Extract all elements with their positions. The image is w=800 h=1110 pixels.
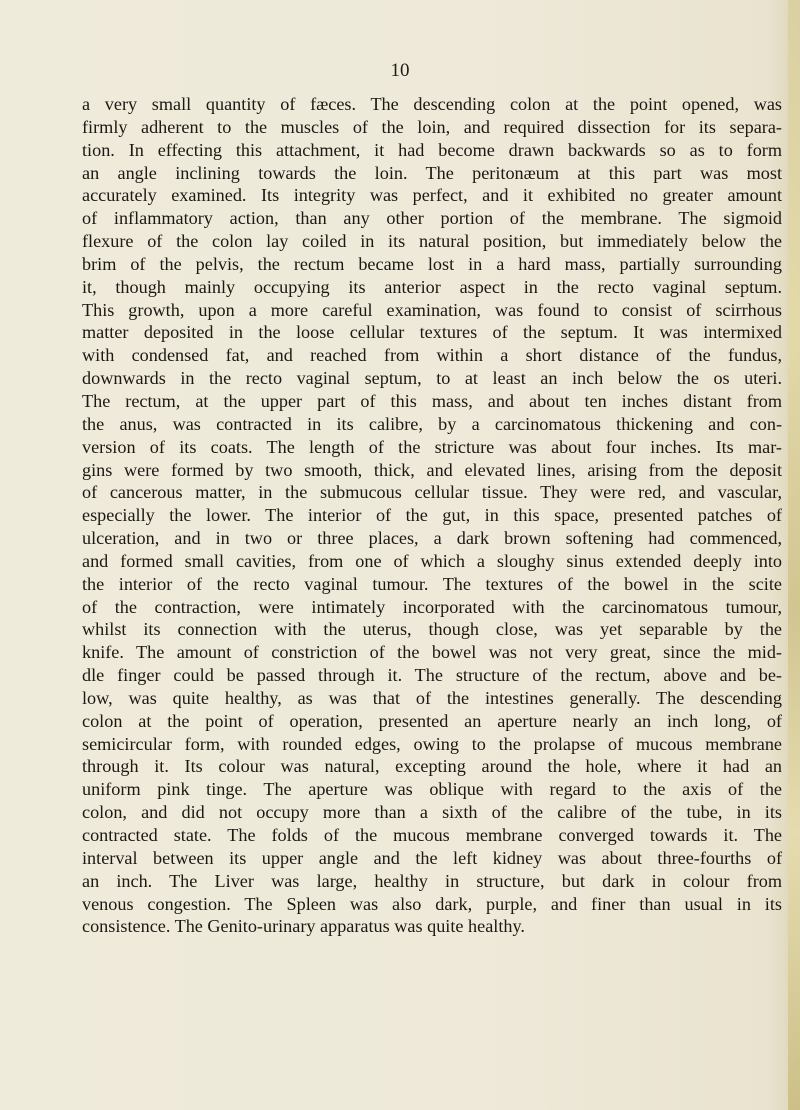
text-line: of inflammatory action, than any other portion of the membrane. The sigmoid (82, 208, 782, 229)
text-line: of cancerous matter, in the submucous cellular tissue. They were red, and vascular, (82, 482, 782, 503)
text-line: it, though mainly occupying its anterior aspect in the recto vaginal septum. (82, 276, 782, 297)
text-line: ulceration, and in two or three places, a dark brown softening had commenced, (82, 528, 782, 549)
text-line: accurately examined. Its integrity was perfect, and it exhibited no greater amount (82, 185, 782, 206)
text-line: low, was quite healthy, as was that of the intestines generally. The descending (82, 687, 782, 708)
text-line: semicircular form, with rounded edges, owing to the prolapse of mucous membrane (82, 733, 782, 754)
text-line: through it. Its colour was natural, excepting around the hole, where it had an (82, 756, 782, 777)
text-line: especially the lower. The interior of the gut, in this space, presented patches of (82, 505, 782, 526)
page-number: 10 (390, 60, 410, 81)
text-line: gins were formed by two smooth, thick, and elevated lines, arising from the deposit (82, 459, 782, 480)
text-line: with condensed fat, and reached from within a short distance of the fundus, (82, 345, 782, 366)
text-line: knife. The amount of constriction of the bowel was not very great, since the mid- (82, 642, 782, 663)
text-line: whilst its connection with the uterus, though close, was yet separable by the (82, 619, 782, 640)
text-line: firmly adherent to the muscles of the loin, and required dissection for its separa- (82, 116, 782, 137)
text-line: colon at the point of operation, presented an aperture nearly an inch long, of (82, 710, 782, 731)
text-line: contracted state. The folds of the mucous membrane converged towards it. The (82, 825, 782, 845)
page-edge (788, 0, 800, 1110)
text-line: flexure of the colon lay coiled in its natural position, but immediately below the (82, 231, 782, 252)
text-line: matter deposited in the loose cellular textures of the septum. It was intermixed (82, 322, 782, 343)
text-line: colon, and did not occupy more than a sixth of the calibre of the tube, in its (82, 802, 782, 823)
text-line: version of its coats. The length of the stricture was about four inches. Its mar- (82, 436, 782, 457)
text-line: The rectum, at the upper part of this mass, and about ten inches distant from (82, 390, 782, 411)
text-line: venous congestion. The Spleen was also dark, purple, and finer than usual in its (82, 893, 782, 914)
text-line: brim of the pelvis, the rectum became lost in a hard mass, partially surrounding (82, 253, 782, 274)
text-line: This growth, upon a more careful examination, was found to consist of scirrhous (82, 299, 782, 320)
text-line: uniform pink tinge. The aperture was oblique with regard to the axis of the (82, 779, 782, 800)
text-line: the anus, was contracted in its calibre, by a carcinomatous thickening and con- (82, 413, 782, 434)
text-line: dle finger could be passed through it. The structure of the rectum, above and be- (82, 665, 782, 686)
body-paragraph (82, 93, 782, 938)
text-line: an angle inclining towards the loin. The peritonæum at this part was most (82, 162, 782, 183)
text-line: the interior of the recto vaginal tumour. The textures of the bowel in the scite (82, 573, 782, 594)
text-line: a very small quantity of fæces. The descending colon at the point opened, was (82, 94, 782, 114)
text-line: of the contraction, were intimately incorporated with the carcinomatous tumour, (82, 596, 782, 617)
text-line: an inch. The Liver was large, healthy in structure, but dark in colour from (82, 870, 782, 891)
text-line: and formed small cavities, from one of which a sloughy sinus extended deeply into (82, 550, 782, 571)
text-line: downwards in the recto vaginal septum, to at least an inch below the os uteri. (82, 368, 782, 389)
text-line: consistence. The Genito-urinary apparatus was quite healthy. (82, 916, 525, 937)
text-line: tion. In effecting this attachment, it had become drawn backwards so as to form (82, 139, 782, 160)
text-line: interval between its upper angle and the left kidney was about three-fourths of (82, 847, 782, 868)
